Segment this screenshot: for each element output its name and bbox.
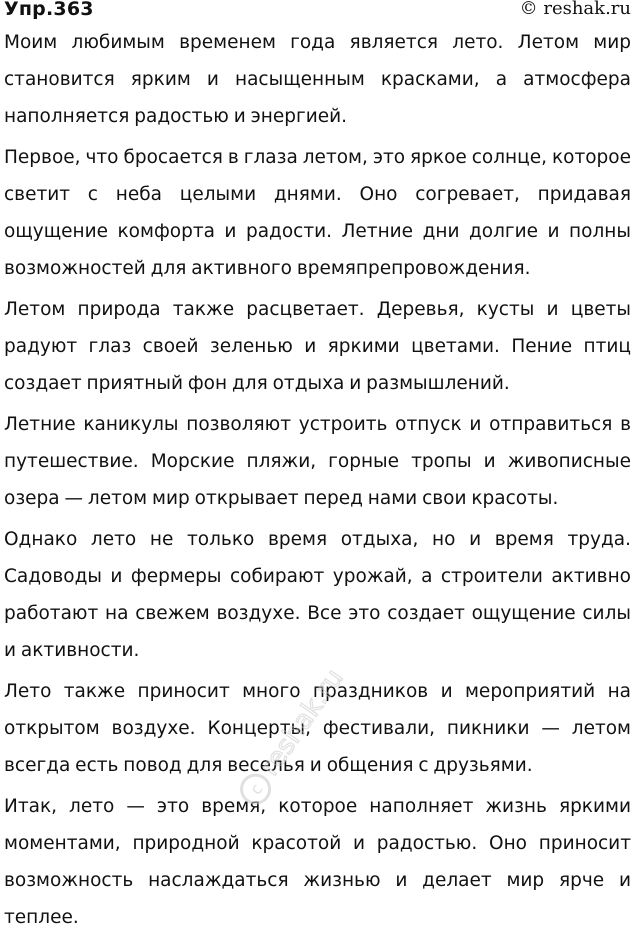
text-body [4, 24, 631, 940]
exercise-title: Упр.363 [4, 0, 94, 20]
paragraph-3: Летом природа также расцветает. Деревья, кусты и цветы радуют глаз своей зеленью и яркими цветами. Пение птиц создает приятный фон для отдыха и размышлений. [4, 299, 631, 394]
header [4, 0, 631, 24]
paragraph-2: Первое, что бросается в глаза летом, это яркое солнце, которое светит с неба целыми днями. Оно согревает, придавая ощущение комфорта и радости. Летние дни долгие и полны возможностей для активного времяпрепровождения. [4, 147, 631, 279]
paragraph-6: Лето также приносит много праздников и мероприятий на открытом воздухе. Концерты, фестивали, пикники — летом всегда есть повод для веселья и общения с друзьями. [4, 681, 631, 776]
paragraph-4: Летние каникулы позволяют устроить отпуск и отправиться в путешествие. Морские пляжи, горные тропы и живописные озера — летом мир открывает перед нами свои красоты. [4, 414, 631, 509]
watermark-text: reshak.ru [254, 663, 350, 782]
paragraph-5: Однако лето не только время отдыха, но и время труда. Садоводы и фермеры собирают урожай, а строители активно работают на свежем воздухе. Все это создает ощущение силы и активности. [4, 529, 631, 661]
paragraph-7: Итак, лето — это время, которое наполняет жизнь яркими моментами, природной красотой и радостью. Оно приносит возможность наслаждаться жизнью и делает мир ярче и теплее. [4, 796, 631, 928]
svg-text:c: c [245, 780, 267, 799]
paragraph-1: Моим любимым временем года является лето. Летом мир становится ярким и насыщенным красками, а атмосфера наполняется радостью и энергией. [4, 32, 631, 127]
site-copyright: © reshak.ru [519, 0, 631, 19]
